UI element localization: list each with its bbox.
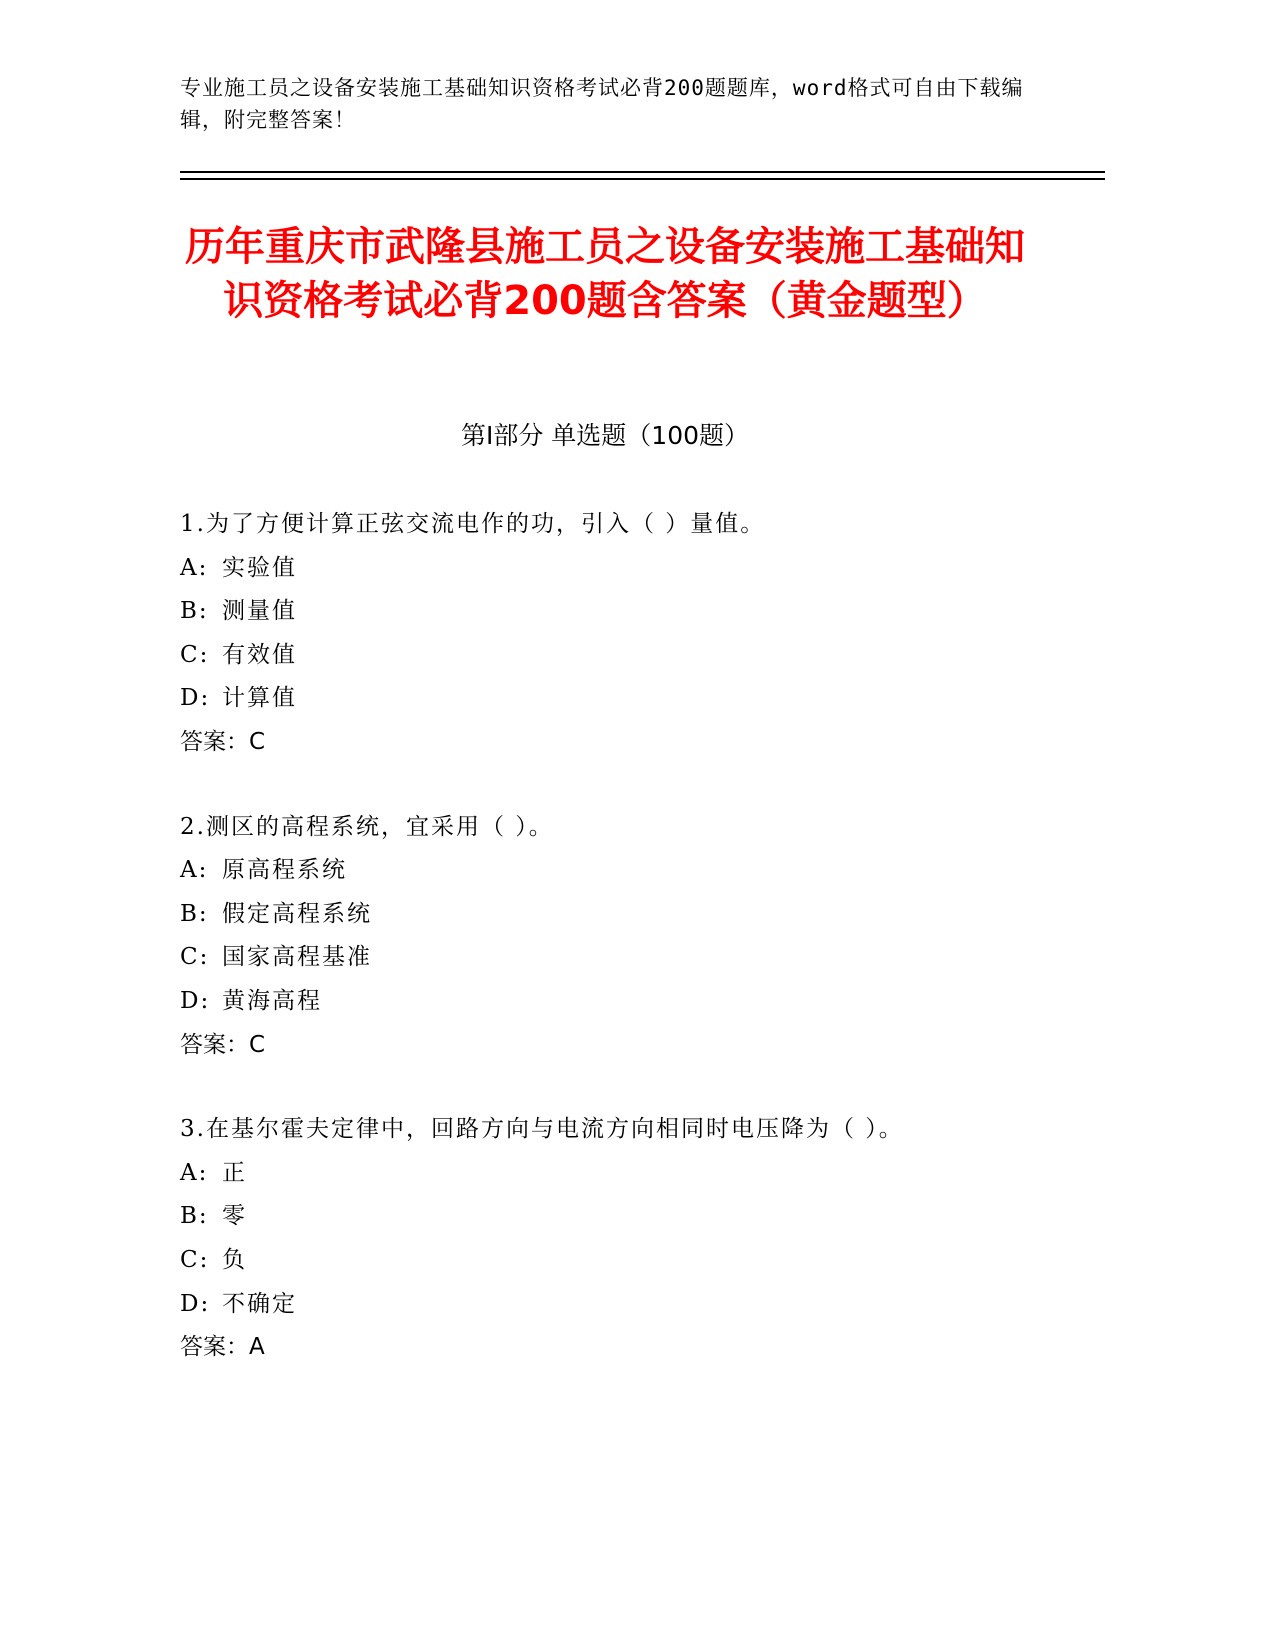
option-key: C: — [180, 1246, 210, 1273]
option-text: 实验值 — [222, 554, 297, 581]
option-key: C: — [180, 944, 210, 971]
question-2 — [180, 806, 1100, 1068]
option-key: A: — [180, 1159, 209, 1186]
option-d — [180, 677, 1100, 721]
option-key: B: — [180, 598, 209, 625]
option-text: 国家高程基准 — [222, 944, 372, 971]
option-key: D: — [180, 685, 211, 712]
section-heading: 第Ⅰ部分 单选题（100题） — [460, 421, 750, 450]
option-c — [180, 634, 1100, 678]
document-header-note: 专业施工员之设备安装施工基础知识资格考试必背200题题库，word格式可自由下载编辑，附完整答案！ — [180, 76, 1024, 132]
option-a — [180, 547, 1100, 591]
option-d — [180, 1283, 1100, 1327]
answer-label: 答案：C — [180, 1031, 266, 1058]
answer-label: 答案：C — [180, 728, 266, 755]
option-text: 计算值 — [222, 685, 297, 712]
option-text: 不确定 — [222, 1290, 297, 1317]
option-text: 零 — [222, 1203, 247, 1230]
option-text: 黄海高程 — [222, 987, 322, 1014]
answer-label: 答案：A — [180, 1334, 265, 1361]
option-d — [180, 980, 1100, 1024]
header-divider-thin — [180, 171, 1105, 173]
option-a — [180, 849, 1100, 893]
option-text: 原高程系统 — [222, 857, 347, 884]
option-key: D: — [180, 987, 211, 1014]
option-c — [180, 936, 1100, 980]
option-b — [180, 893, 1100, 937]
option-key: A: — [180, 857, 209, 884]
option-b — [180, 590, 1100, 634]
option-text: 假定高程系统 — [222, 900, 372, 927]
question-list — [180, 503, 1100, 1411]
option-text: 有效值 — [222, 641, 297, 668]
option-b — [180, 1195, 1100, 1239]
question-3 — [180, 1108, 1100, 1370]
option-key: B: — [180, 1203, 209, 1230]
question-stem: 1.为了方便计算正弦交流电作的功，引入（ ）量值。 — [180, 511, 766, 537]
option-key: D: — [180, 1290, 211, 1317]
option-key: C: — [180, 641, 210, 668]
option-text: 负 — [222, 1246, 247, 1273]
option-key: B: — [180, 900, 209, 927]
header-divider-thick — [180, 178, 1105, 180]
question-1 — [180, 503, 1100, 765]
option-a — [180, 1152, 1100, 1196]
option-c — [180, 1239, 1100, 1283]
question-stem: 3.在基尔霍夫定律中，回路方向与电流方向相同时电压降为（ ）。 — [180, 1116, 904, 1143]
option-text: 正 — [222, 1159, 247, 1186]
question-stem: 2.测区的高程系统，宜采用（ ）。 — [180, 813, 554, 840]
option-text: 测量值 — [222, 598, 297, 625]
option-key: A: — [180, 554, 209, 581]
document-title: 历年重庆市武隆县施工员之设备安装施工基础知识资格考试必背200题含答案（黄金题型） — [185, 224, 1025, 324]
